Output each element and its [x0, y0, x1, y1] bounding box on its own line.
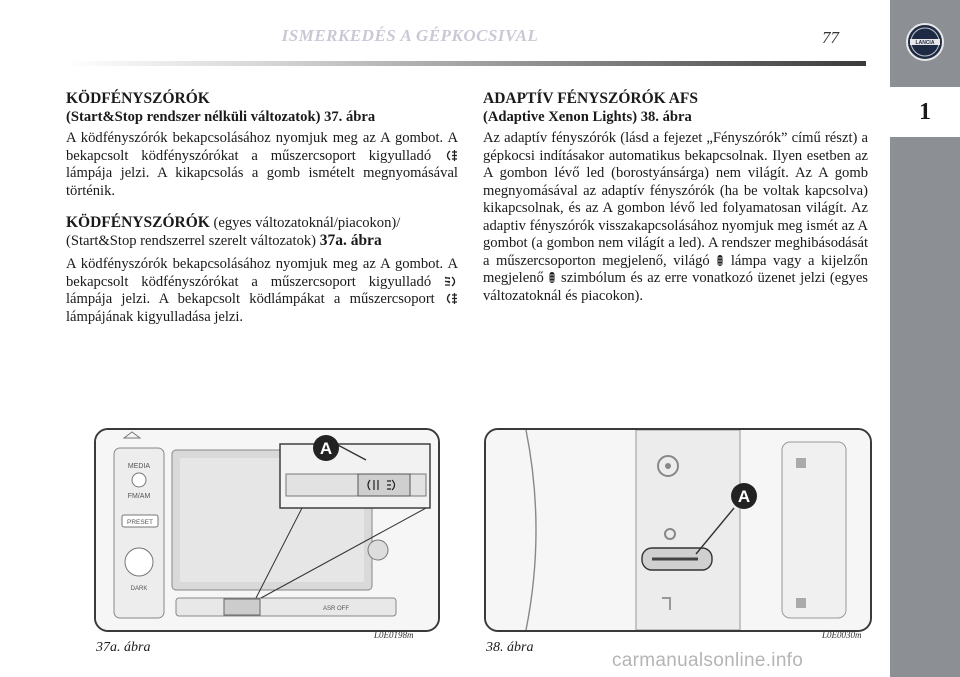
dark-label: DARK: [130, 586, 148, 592]
afs-text-b: lámpa vagy a kijelzőn megjelenő: [483, 252, 868, 286]
afs-illustration: [486, 430, 870, 630]
afs-warning-icon: [716, 254, 724, 267]
chapter-tab: 1: [890, 87, 960, 137]
figure-37a-code: L0E0198m: [374, 630, 414, 640]
media-label: MEDIA: [127, 463, 151, 470]
figure-37a-caption: 37a. ábra: [96, 640, 151, 655]
right-column: [483, 90, 868, 313]
callout-a: A: [737, 487, 751, 506]
afs-paragraph: [483, 130, 868, 305]
section2-text-b: lámpája jelzi. A bekapcsolt ködlámpákat a műszercsoport: [66, 291, 435, 307]
fog-light-icon: [444, 149, 458, 162]
afs-display-icon: [548, 271, 556, 284]
watermark: carmanualsonline.info: [612, 650, 804, 671]
asr-off-label: ASR OFF: [322, 606, 350, 612]
section1-title: KÖDFÉNYSZÓRÓK: [66, 90, 210, 107]
section1-paragraph: [66, 130, 458, 200]
left-column: [66, 90, 458, 334]
afs-subtitle: (Adaptive Xenon Lights) 38. ábra: [483, 109, 692, 125]
header-rule: [66, 61, 866, 66]
figure-38-caption: 38. ábra: [486, 640, 534, 655]
section2-text-c: lámpájának kigyulladása jelzi.: [66, 308, 244, 325]
fmam-label: FM/AM: [127, 493, 151, 500]
callout-a: A: [319, 439, 333, 458]
figure-37a: [94, 428, 440, 632]
afs-text-a: Az adaptív fényszórók (lásd a fejezet „Fényszórók” című részt) a gépkocsi indításakor automatikus bekapcsolnak. Ilyen esetben az A gombon lévő led (borostyánsárga) nem világít. Az A gomb megnyomásával az adaptív fényszórók (ha be voltak kapcsolva) kikapcsolnak, és az A gombon lévő led folyamatosan világít. Az adaptiv fényszórók visszakapcsolásához nyomjuk meg ismét az A gombot (a gombon nem világít a led). A rendszer meghibásodását a műszercsoporton megjelenő, világó: [483, 130, 868, 269]
afs-title: ADAPTÍV FÉNYSZÓRÓK AFS: [483, 90, 699, 107]
dashboard-illustration: [96, 430, 438, 630]
running-head: ISMERKEDÉS A GÉPKOCSIVAL: [281, 26, 539, 45]
section2-fig-ref: 37a. ábra: [319, 232, 382, 249]
section1-text-a: A ködfényszórók bekapcsolásához nyomjuk meg az A gombot. A bekapcsolt ködfényszórókat a műszercsoport kigyulladó: [66, 130, 458, 164]
section1-subtitle: (Start&Stop rendszer nélküli változatok) 37. ábra: [66, 109, 376, 125]
section2-paragraph: [66, 256, 458, 326]
section1-text-b: lámpája jelzi. A kikapcsolás a gomb ismételt megnyomásával történik.: [66, 165, 458, 199]
section2-title-rest: (egyes változatoknál/piacokon)/ (Start&Stop rendszerrel szerelt változatok): [66, 215, 401, 249]
fog-light-icon: [444, 292, 458, 305]
section2-text-a: A ködfényszórók bekapcsolásához nyomjuk meg az A gombot. A bekapcsolt ködfényszórókat a műszercsoport kigyulladó: [66, 256, 458, 290]
lancia-logo-icon: [905, 22, 945, 62]
afs-text-c: szimbólum és az erre vonatkozó üzenet jelzi (egyes változatoknál és piacokon).: [483, 270, 868, 304]
section2-title-bold: KÖDFÉNYSZÓRÓK: [66, 214, 210, 231]
page-number: 77: [822, 28, 839, 47]
logo-text: LANCIA: [915, 40, 935, 46]
preset-label: PRESET: [126, 519, 154, 526]
section2-title: [66, 214, 458, 250]
figure-38-code: L0E0030m: [822, 630, 862, 640]
front-fog-light-icon: [444, 275, 458, 288]
figure-38: [484, 428, 872, 632]
